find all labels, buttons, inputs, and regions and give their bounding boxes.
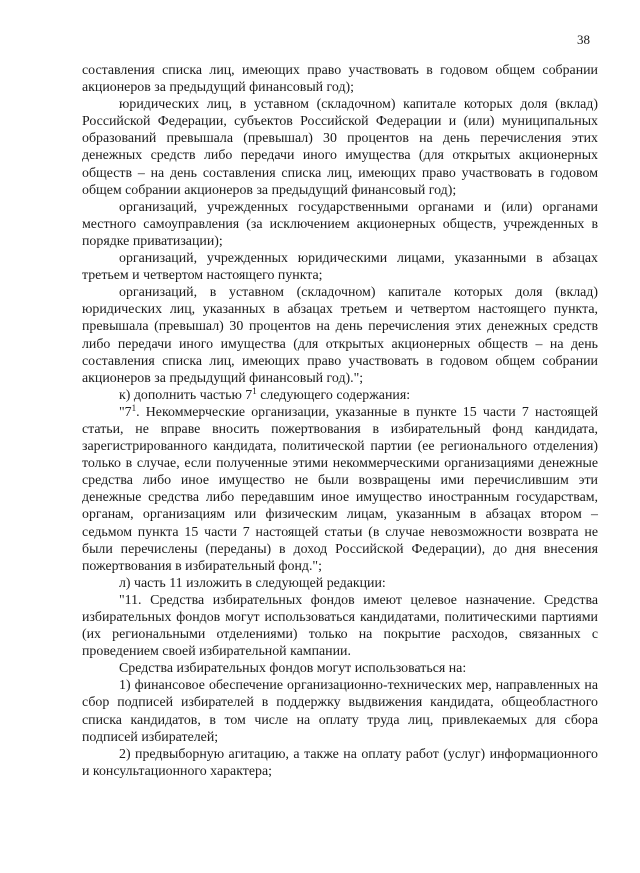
paragraph-lead: к) дополнить частью 7 bbox=[119, 387, 253, 403]
paragraph bbox=[82, 62, 598, 96]
paragraph bbox=[82, 592, 598, 660]
paragraph bbox=[82, 575, 598, 592]
paragraph-text: Средства избирательных фондов могут использоваться на: bbox=[119, 661, 467, 677]
paragraph-lead: "7 bbox=[119, 404, 132, 420]
paragraph-text: организаций, учрежденных юридическими лицами, указанными в абзацах третьем и четвертом настоящего пункта; bbox=[82, 251, 598, 284]
paragraph-text: л) часть 11 изложить в следующей редакции: bbox=[119, 575, 386, 591]
superscript: 1 bbox=[252, 385, 257, 396]
paragraph-text: составления списка лиц, имеющих право участвовать в годовом общем собрании акционеров за предыдущий финансовый год); bbox=[82, 63, 598, 96]
paragraph bbox=[82, 284, 598, 387]
paragraph bbox=[82, 404, 598, 575]
paragraph-text: организаций, учрежденных государственными органами и (или) органами местного самоуправления (за исключением акционерных обществ, учрежденных в порядке приватизации); bbox=[82, 199, 598, 249]
paragraph bbox=[82, 746, 598, 780]
paragraph-text: 1) финансовое обеспечение организационно-технических мер, направленных на сбор подписей избирателей в поддержку выдвижения кандидата, общеобластного списка кандидатов, в том числе на оплату труда лиц, привлекаемых для сбора подписей избирателей; bbox=[82, 678, 598, 745]
paragraph bbox=[82, 677, 598, 745]
page-number: 38 bbox=[577, 32, 590, 47]
superscript: 1 bbox=[131, 402, 137, 413]
paragraph-text: "11. Средства избирательных фондов имеют целевое назначение. Средства избирательных фондов могут использоваться кандидатами, политическими партиями (их региональными отделениями) только на покрытие расходов, связанных с проведением своей избирательной кампании. bbox=[82, 592, 598, 660]
paragraph bbox=[82, 660, 598, 677]
paragraph-text: следующего содержания: bbox=[256, 387, 411, 403]
paragraph bbox=[82, 96, 598, 199]
paragraph-text: . Некоммерческие организации, указанные в пункте 15 части 7 настоящей статьи, не вправе вносить пожертвования в избирательный фонд кандидата, зарегистрированного кандидата, политической партии (ее регионального отделения) только в случае, если полученные этими некоммерческими организациями денежные средства либо иное имущество не были возвращены ими перечислившим эти денежные средства либо передавшим иное имущество иностранным государствам, органам, организациям или физическим лицам, указанным в абзацах втором – седьмом пункта 15 части 7 настоящей статьи (в случае невозможности возврата не были перечислены (переданы) в доход Российской Федерации), до дня внесения пожертвования в избирательный фонд."; bbox=[82, 404, 598, 574]
paragraph bbox=[82, 199, 598, 250]
document-body bbox=[82, 62, 598, 780]
paragraph-text: юридических лиц, в уставном (складочном) капитале которых доля (вклад) Российской Федерации, субъектов Российской Федерации и (или) муниципальных образований превышала (превышал) 30 процентов на день перечисления этих денежных средств либо передачи иного имущества (для открытых акционерных обществ – на день составления списка лиц, имеющих право участвовать в годовом общем собрании акционеров за предыдущий финансовый год); bbox=[82, 97, 598, 198]
paragraph bbox=[82, 387, 598, 404]
paragraph-text: 2) предвыборную агитацию, а также на оплату работ (услуг) информационного и консультационного характера; bbox=[82, 746, 598, 779]
paragraph bbox=[82, 250, 598, 284]
paragraph-text: организаций, в уставном (складочном) капитале которых доля (вклад) юридических лиц, указанных в абзацах третьем и четвертом настоящего пункта, превышала (превышал) 30 процентов на день перечисления этих денежных средств либо передачи иного имущества (для открытых акционерных обществ – на день составления списка лиц, имеющих право участвовать в годовом общем собрании акционеров за предыдущий финансовый год)."; bbox=[82, 285, 598, 386]
